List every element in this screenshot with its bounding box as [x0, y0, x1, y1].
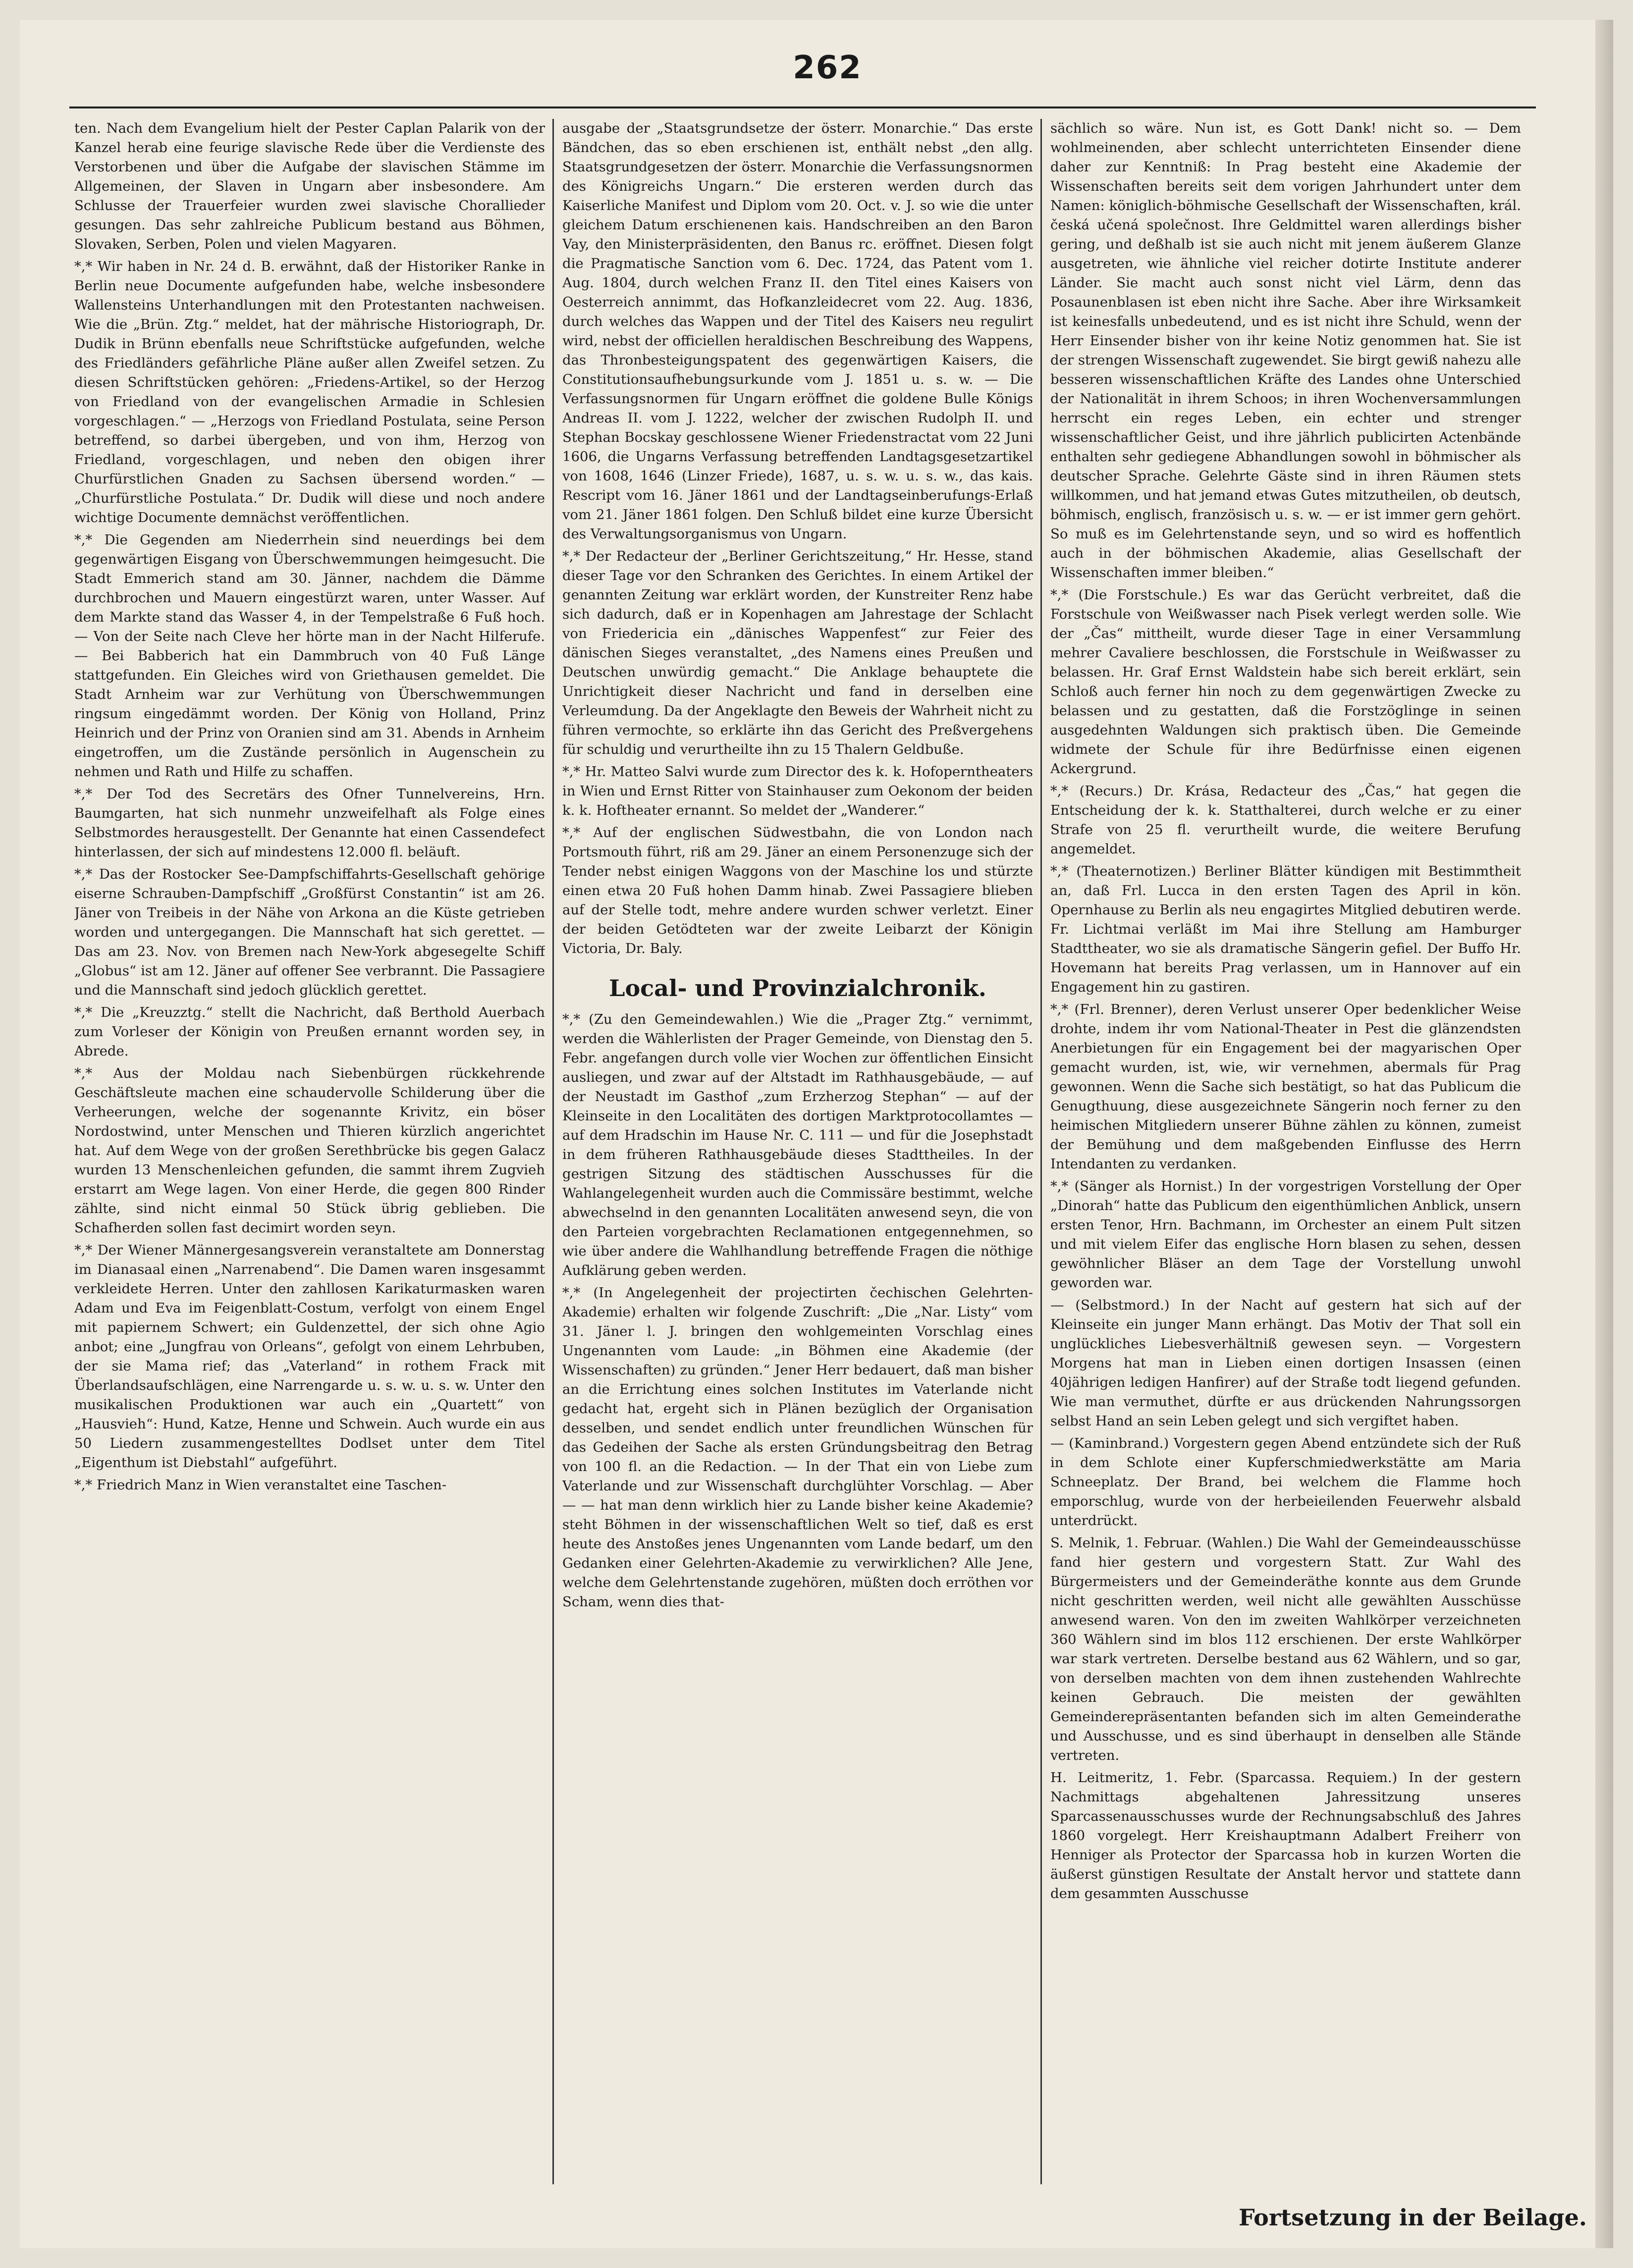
article-paragraph: *,* (Frl. Brenner), deren Verlust unserer Oper bedenklicher Weise drohte, indem ihr vom National-Theater in Pest die glänzendsten Anerbietungen für ein Engagement bei der magyarischen Oper gemacht wurden, ist, wie, wir vernehmen, abermals für Prag gewonnen. Wenn die Sache sich bestätigt, so hat das Publicum die Genugthuung, diese ausgezeichnete Sängerin noch ferner zu den heimischen Mitgliedern unserer Bühne zählen zu können, zumeist der Bemühung und dem maßgebenden Einflusse des Herrn Intendanten zu verdanken.	[1050, 1002, 1521, 1172]
article-paragraph: *,* Hr. Matteo Salvi wurde zum Director des k. k. Hofoperntheaters in Wien und Ernst Ritter von Stainhauser zum Oekonom der beiden k. k. Hoftheater ernannt. So meldet der „Wanderer.“	[562, 764, 1033, 818]
column-1	[74, 119, 545, 2174]
article-paragraph: ten. Nach dem Evangelium hielt der Pester Caplan Palarik von der Kanzel herab eine feurige slavische Rede über die Verdienste des Verstorbenen und über die Aufgabe der slavischen Stämme im Allgemeinen, der Slaven in Ungarn aber insbesondere. Am Schlusse der Trauerfeier wurden zwei slavische Chorallieder gesungen. Das sehr zahlreiche Publicum bestand aus Böhmen, Slovaken, Serben, Polen und vielen Magyaren.	[74, 120, 545, 252]
article-paragraph: *,* Das der Rostocker See-Dampfschiffahrts-Gesellschaft gehörige eiserne Schrauben-Dampfschiff „Großfürst Constantin“ ist am 26. Jäner von Treibeis in der Nähe von Arkona an die Küste getrieben worden und untergegangen. Die Mannschaft hat sich gerettet. — Das am 23. Nov. von Bremen nach New-York abgesegelte Schiff „Globus“ ist am 12. Jäner auf offener See verbrannt. Die Passagiere und die Mannschaft sind jedoch glücklich gerettet.	[74, 866, 545, 998]
article-paragraph: *,* Friedrich Manz in Wien veranstaltet eine Taschen-	[74, 1477, 447, 1493]
article-paragraph: — (Selbstmord.) In der Nacht auf gestern hat sich auf der Kleinseite ein junger Mann erhängt. Das Motiv der That soll ein unglückliches Liebesverhältniß gewesen seyn. — Vorgestern Morgens hat man in Lieben einen dortigen Insassen (einen 40jährigen ledigen Hanfirer) auf der Straße todt liegend gefunden. Wie man vermuthet, dürfte er aus drückenden Nahrungssorgen selbst Hand an sein Leben gelegt und sich vergiftet haben.	[1050, 1297, 1521, 1429]
article-paragraph: *,* (Sänger als Hornist.) In der vorgestrigen Vorstellung der Oper „Dinorah“ hatte das Publicum den eigenthümlichen Anblick, unsern ersten Tenor, Hrn. Bachmann, im Orchester an einem Pult sitzen und mit vielem Eifer das englische Horn blasen zu sehen, dessen gewöhnlicher Bläser an dem Tage der Vorstellung unwohl geworden war.	[1050, 1178, 1521, 1291]
article-paragraph: *,* Die Gegenden am Niederrhein sind neuerdings bei dem gegenwärtigen Eisgang von Überschwemmungen heimgesucht. Die Stadt Emmerich stand am 30. Jänner, nachdem die Dämme durchbrochen und Mauern eingestürzt waren, unter Wasser. Auf dem Markte stand das Wasser 4, in der Tempelstraße 6 Fuß hoch. — Von der Seite nach Cleve her hörte man in der Nacht Hilferufe. — Bei Babberich hat ein Dammbruch von 40 Fuß Länge stattgefunden. Ein Gleiches wird von Griethausen gemeldet. Die Stadt Arnheim war zur Verhütung von Überschwemmungen ringsum eingedämmt worden. Der König von Holland, Prinz Heinrich und der Prinz von Oranien sind am 31. Abends in Arnheim eingetroffen, um die Zustände persönlich in Augenschein zu nehmen und Rath und Hilfe zu schaffen.	[74, 532, 545, 780]
article-paragraph: *,* (Zu den Gemeindewahlen.) Wie die „Prager Ztg.“ vernimmt, werden die Wählerlisten der Prager Gemeinde, von Dienstag den 5. Febr. angefangen durch volle vier Wochen zur öffentlichen Einsicht ausliegen, und zwar auf der Altstadt im Rathhausgebäude, — auf der Neustadt im Gasthof „zum Erzherzog Stephan“ — auf der Kleinseite in den Localitäten des dortigen Marktprotocollamtes — auf dem Hradschin im Hause Nr. C. 111 — und für die Josephstadt in dem früheren Rathhausgebäude dieses Stadttheiles. In der gestrigen Sitzung des städtischen Ausschusses für die Wahlangelegenheit wurden auch die Commissäre bestimmt, welche abwechselnd in den genannten Localitäten anwesend seyn, die von den Parteien vorgebrachten Reclamationen entgegennehmen, so wie über andere die Wahlhandlung betreffende Fragen die nöthige Aufklärung geben werden.	[562, 1011, 1033, 1278]
page-number: 262	[793, 50, 862, 86]
article-paragraph: *,* Auf der englischen Südwestbahn, die von London nach Portsmouth führt, riß am 29. Jäner an einem Personenzuge sich der Tender nebst einigen Waggons von der Maschine los und stürzte einen etwa 20 Fuß hohen Damm hinab. Zwei Passagiere blieben auf der Stelle todt, mehre andere wurden schwer verletzt. Einer der beiden Getödteten war der zweite Leibarzt der Königin Victoria, Dr. Baly.	[562, 825, 1033, 956]
article-paragraph: sächlich so wäre. Nun ist, es Gott Dank! nicht so. — Dem wohlmeinenden, aber schlecht unterrichteten Einsender diene daher zur Kenntniß: In Prag besteht eine Akademie der Wissenschaften bereits seit dem vorigen Jahrhundert unter dem Namen: königlich-böhmische Gesellschaft der Wissenschaften, král. česká učená společnost. Ihre Geldmittel waren allerdings bisher gering, und deßhalb ist sie auch nicht mit jenem äußerem Glanze ausgetreten, wie ähnliche viel reicher dotirte Institute anderer Länder. Sie macht auch sonst nicht viel Lärm, denn das Posaunenblasen ist eben nicht ihre Sache. Aber ihre Wirksamkeit ist keinesfalls unbedeutend, und es ist nicht ihre Schuld, wenn der Herr Einsender bisher von ihr keine Notiz genommen hat. Sie ist der strengen Wissenschaft zugewendet. Sie birgt gewiß nahezu alle besseren wissenschaftlichen Kräfte des Landes ohne Unterschied der Nationalität in ihrem Schoos; in ihren Wochenversammlungen herrscht ein reges Leben, ein echter und strenger wissenschaftlicher Geist, und ihre jährlich publicirten Actenbände enthalten sehr gediegene Abhandlungen sowohl in böhmischer als deutscher Sprache. Gelehrte Gäste sind in ihren Räumen stets willkommen, und hat jemand etwas Gutes mitzutheilen, ob deutsch, böhmisch, englisch, französisch u. s. w. — er ist immer gern gehört. So muß es im Gelehrtenstande seyn, und so wird es hoffentlich auch in der böhmischen Akademie, alias Gesellschaft der Wissenschaften immer bleiben.“	[1050, 120, 1521, 580]
column-divider	[1040, 119, 1042, 2184]
article-paragraph: *,* Der Redacteur der „Berliner Gerichtszeitung,“ Hr. Hesse, stand dieser Tage vor den Schranken des Gerichtes. In einem Artikel der genannten Zeitung war erklärt worden, der Kunstreiter Renz habe sich dadurch, daß er in Kopenhagen am Jahrestage der Schlacht von Friedericia ein „dänisches Wappenfest“ zur Feier des dänischen Sieges veranstaltet, „des Namens eines Preußen und Deutschen unwürdig gemacht.“ Die Anklage behauptete die Unrichtigkeit dieser Nachricht und fand in derselben eine Verleumdung. Da der Angeklagte den Beweis der Wahrheit nicht zu führen vermochte, so erklärte ihn das Gericht des Preßvergehens für schuldig und verurtheilte ihn zu 15 Thalern Geldbuße.	[562, 548, 1033, 757]
article-paragraph: *,* Der Tod des Secretärs des Ofner Tunnelvereins, Hrn. Baumgarten, hat sich nunmehr unzweifelhaft als Folge eines Selbstmordes herausgestellt. Der Genannte hat einen Cassendefect hinterlassen, der sich auf mindestens 12.000 fl. beläuft.	[74, 786, 545, 860]
article-paragraph: ausgabe der „Staatsgrundsetze der österr. Monarchie.“ Das erste Bändchen, das so eben erschienen ist, enthält nebst „den allg. Staatsgrundgesetzen der österr. Monarchie die Verfassungsnormen des Königreichs Ungarn.“ Die ersteren werden durch das Kaiserliche Manifest und Diplom vom 20. Oct. v. J. so wie die unter gleichem Datum erschienenen kais. Handschreiben an den Baron Vay, den Ministerpräsidenten, den Banus rc. eröffnet. Diesen folgt die Pragmatische Sanction vom 6. Dec. 1724, das Patent vom 1. Aug. 1804, durch welchen Franz II. den Titel eines Kaisers von Oesterreich annimmt, das Hofkanzleidecret vom 22. Aug. 1836, durch welches das Wappen und der Titel des Kaisers neu regulirt wird, nebst der officiellen heraldischen Beschreibung des Wappens, das Thronbesteigungspatent des gegenwärtigen Kaisers, die Constitutionsaufhebungsurkunde vom J. 1851 u. s. w. — Die Verfassungsnormen für Ungarn eröffnet die goldene Bulle Königs Andreas II. vom J. 1222, welcher der zwischen Rudolph II. und Stephan Bocskay geschlossene Wiener Friedenstractat vom 22 Juni 1606, die Ungarns Verfassung betreffenden Landtagsgesetzartikel von 1608, 1646 (Linzer Friede), 1687, u. s. w. u. s. w., das kais. Rescript vom 16. Jäner 1861 und der Landtagseinberufungs-Erlaß vom 21. Jäner 1861 folgen. Den Schluß bildet eine kurze Übersicht des Verwaltungsorganismus von Ungarn.	[562, 120, 1033, 542]
article-paragraph: *,* Der Wiener Männergesangsverein veranstaltete am Donnerstag im Dianasaal einen „Narrenabend“. Die Damen waren insgesammt verkleidete Herren. Unter den zahllosen Karikaturmasken waren Adam und Eva im Feigenblatt-Costum, verfolgt von einem Engel mit papiernem Schwert; ein Guldenzettel, der sich ohne Agio anbot; eine „Jungfrau von Orleans“, gefolgt von einem Lehrbuben, der sie Mama rief; das „Vaterland“ in rothem Frack mit Überlandsaufschlägen, eine Narrengarde u. s. w. u. s. w. Unter den musikalischen Produktionen war auch ein „Quartett“ von „Hausvieh“: Hund, Katze, Henne und Schwein. Auch wurde ein aus 50 Liedern zusammengestelltes Dodlset unter dem Titel „Eigenthum ist Diebstahl“ aufgeführt.	[74, 1242, 545, 1471]
article-paragraph: *,* Die „Kreuzztg.“ stellt die Nachricht, daß Berthold Auerbach zum Vorleser der Königin von Preußen ernannt worden sey, in Abrede.	[74, 1004, 545, 1059]
column-3	[1050, 119, 1521, 2174]
article-paragraph: *,* (Recurs.) Dr. Krása, Redacteur des „Čas,“ hat gegen die Entscheidung der k. k. Statthalterei, durch welche er zu einer Strafe von 25 fl. verurtheilt wurde, die weitere Berufung angemeldet.	[1050, 783, 1521, 857]
page-edge	[1595, 20, 1613, 2248]
continuation-note: Fortsetzung in der Beilage.	[1239, 2204, 1587, 2231]
article-paragraph: — (Kaminbrand.) Vorgestern gegen Abend entzündete sich der Ruß in dem Schlote einer Kupferschmiedwerkstätte am Maria Schneeplatz. Der Brand, bei welchem die Flamme hoch emporschlug, wurde von der herbeieilenden Feuerwehr alsbald unterdrückt.	[1050, 1435, 1521, 1529]
article-paragraph: *,* (Die Forstschule.) Es war das Gerücht verbreitet, daß die Forstschule von Weißwasser nach Pisek verlegt werden solle. Wie der „Čas“ mittheilt, wurde dieser Tage in einer Versammlung mehrer Cavaliere beschlossen, die Forstschule in Weißwasser zu belassen. Hr. Graf Ernst Waldstein habe sich bereit erklärt, sein Schloß auch ferner hin noch zu dem gegenwärtigen Zwecke zu belassen und zu gestatten, daß die Forstzöglinge in seinen ausgedehnten Waldungen sich praktisch üben. Die Gemeinde widmete der Schule für ihre Bedürfnisse einen eigenen Ackergrund.	[1050, 587, 1521, 777]
header-rule	[69, 106, 1536, 108]
column-divider	[552, 119, 554, 2184]
section-heading: Local- und Provinzialchronik.	[609, 975, 986, 1002]
article-paragraph: *,* Aus der Moldau nach Siebenbürgen rückkehrende Geschäftsleute machen eine schaudervolle Schilderung über die Verheerungen, welche der sogenannte Krivitz, ein böser Nordostwind, unter Menschen und Thieren kürzlich angerichtet hat. Auf dem Wege von der großen Serethbrücke bis gegen Galacz wurden 13 Menschenleichen gefunden, die sammt ihrem Zugvieh erstarrt am Wege lagen. Von einer Herde, die gegen 800 Rinder zählte, sind nicht einmal 50 Stück übrig geblieben. Die Schafherden sollen fast decimirt worden seyn.	[74, 1065, 545, 1236]
column-2	[562, 119, 1033, 2174]
newspaper-page	[20, 20, 1613, 2248]
article-paragraph: S. Melnik, 1. Februar. (Wahlen.) Die Wahl der Gemeindeausschüsse fand hier gestern und vorgestern Statt. Zur Wahl des Bürgermeisters und der Gemeinderäthe konnte aus dem Grunde nicht geschritten werden, weil nicht alle gewählten Ausschüsse anwesend waren. Von den im zweiten Wahlkörper verzeichneten 360 Wählern sind im blos 112 erschienen. Der erste Wahlkörper war stark vertreten. Derselbe bestand aus 62 Wählern, und so gar, von derselben machten von dem ihnen zustehenden Wahlrechte keinen Gebrauch. Die meisten der gewählten Gemeinderepräsentanten befanden sich im alten Gemeinderathe und Ausschusse, und es sind überhaupt in denselben alle Stände vertreten.	[1050, 1535, 1521, 1763]
article-paragraph: *,* Wir haben in Nr. 24 d. B. erwähnt, daß der Historiker Ranke in Berlin neue Documente aufgefunden habe, welche insbesondere Wallensteins Unterhandlungen mit den Protestanten nachweisen. Wie die „Brün. Ztg.“ meldet, hat der mährische Historiograph, Dr. Dudik in Brünn ebenfalls neue Schriftstücke aufgefunden, welche des Friedländers gefährliche Pläne außer allen Zweifel setzen. Zu diesen Schriftstücken gehören: „Friedens-Artikel, so der Herzog von Friedland von der evangelischen Armadie in Schlesien vorgeschlagen.“ — „Herzogs von Friedland Postulata, seine Person betreffend, so darbei übergeben, und von ihm, Herzog von Friedland, vorgeschlagen, und neben den obigen ihrer Churfürstlichen Gnaden zu Sachsen übersend worden.“ — „Churfürstliche Postulata.“ Dr. Dudik will diese und noch andere wichtige Documente demnächst veröffentlichen.	[74, 259, 545, 526]
article-paragraph: *,* (In Angelegenheit der projectirten čechischen Gelehrten-Akademie) erhalten wir folgende Zuschrift: „Die „Nar. Listy“ vom 31. Jäner l. J. bringen den wohlgemeinten Vorschlag eines Ungenannten vom Laude: „in Böhmen eine Akademie (der Wissenschaften) zu gründen.“ Jener Herr bedauert, daß man bisher an die Errichtung eines solchen Institutes im Vaterlande nicht gedacht hat, ergeht sich in Plänen bezüglich der Organisation desselben, und sendet endlich unter freundlichen Wünschen für das Gedeihen der Sache als ersten Gründungsbeitrag den Betrag von 100 fl. an die Redaction. — In der That ein von Liebe zum Vaterlande und zur Wissenschaft durchglühter Vorschlag. — Aber — — hat man denn wirklich hier zu Lande bisher keine Akademie? steht Böhmen in der wissenschaftlichen Welt so tief, daß es erst heute des Anstoßes jenes Ungenannten vom Lande bedarf, um den Gedanken einer Gelehrten-Akademie zu verwirklichen? Alle Jene, welche dem Gelehrtenstande zugehören, müßten doch erröthen vor Scham, wenn dies that-	[562, 1285, 1033, 1610]
article-paragraph: *,* (Theaternotizen.) Berliner Blätter kündigen mit Bestimmtheit an, daß Frl. Lucca in den ersten Tagen des April in kön. Opernhause zu Berlin als neu engagirtes Mitglied debutiren werde. Fr. Lichtmai verläßt im Mai ihre Stellung am Hamburger Stadttheater, wo sie als dramatische Sängerin gefiel. Der Buffo Hr. Hovemann hat bereits Prag verlassen, um in Hannover auf ein Engagement hin zu gastiren.	[1050, 863, 1521, 995]
article-paragraph: H. Leitmeritz, 1. Febr. (Sparcassa. Requiem.) In der gestern Nachmittags abgehaltenen Jahressitzung unseres Sparcassenausschusses wurde der Rechnungsabschluß des Jahres 1860 vorgelegt. Herr Kreishauptmann Adalbert Freiherr von Henniger als Protector der Sparcassa hob in kurzen Worten die äußerst günstigen Resultate der Anstalt hervor und stattete dann dem gesammten Ausschusse	[1050, 1770, 1521, 1901]
